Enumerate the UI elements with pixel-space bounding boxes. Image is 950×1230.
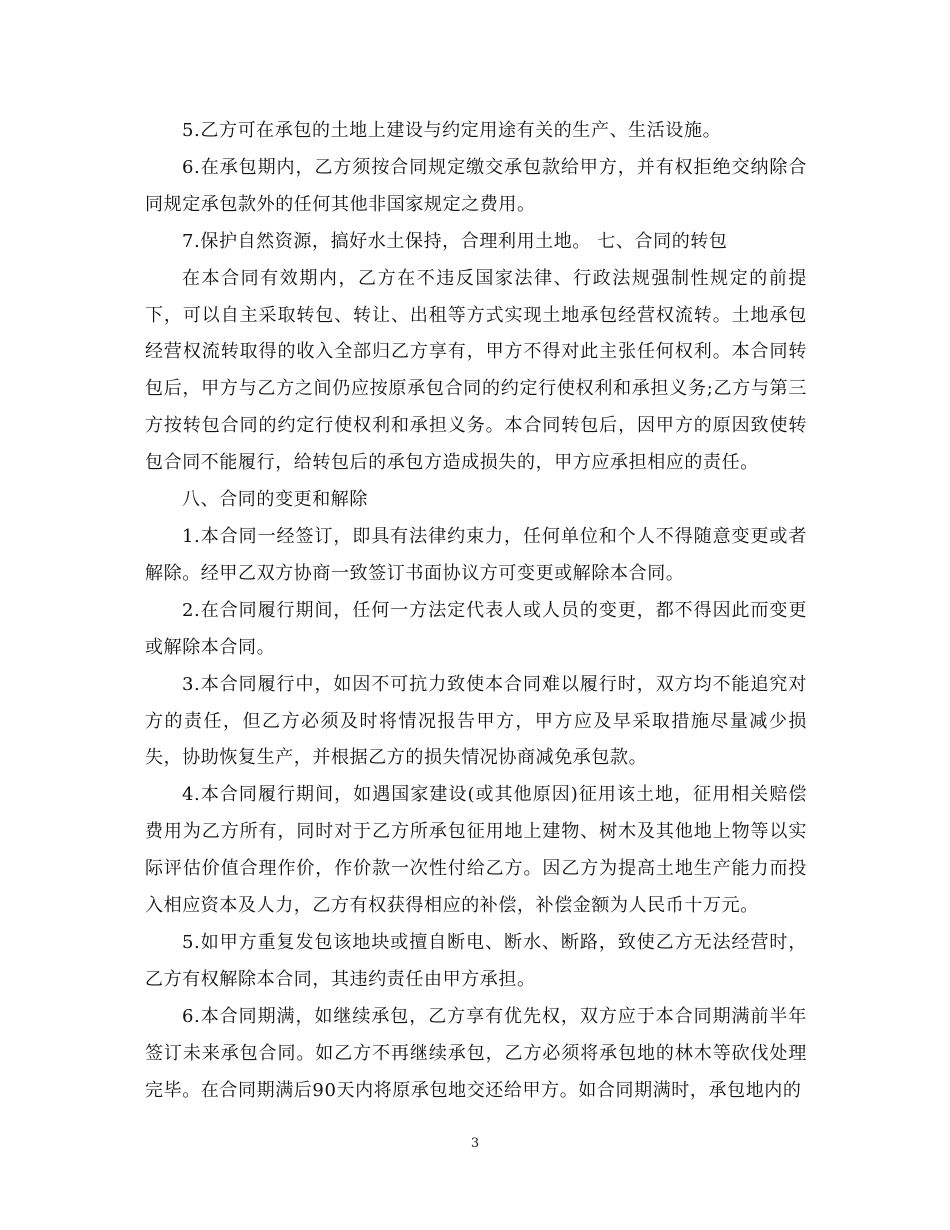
paragraph-clause-6-payment: 6.在承包期内，乙方须按合同规定缴交承包款给甲方，并有权拒绝交纳除合同规定承包款外的任何其他非国家规定之费用。 xyxy=(145,156,807,215)
paragraph-clause-5-facilities: 5.乙方可在承包的土地上建设与约定用途有关的生产、生活设施。 xyxy=(182,120,722,141)
paragraph-change-1: 1.本合同一经签订，即具有法律约束力，任何单位和个人不得随意变更或者解除。经甲乙双方协商一致签订书面协议方可变更或解除本合同。 xyxy=(145,525,807,584)
page-number: 3 xyxy=(470,1136,480,1151)
paragraph-change-5: 5.如甲方重复发包该地块或擅自断电、断水、断路，致使乙方无法经营时，乙方有权解除本合同，其违约责任由甲方承担。 xyxy=(145,931,807,990)
paragraph-change-3: 3.本合同履行中，如因不可抗力致使本合同难以履行时，双方均不能追究对方的责任，但乙方必须及时将情况报告甲方，甲方应及早采取措施尽量减少损失，协助恢复生产，并根据乙方的损失情况协商减免承包款。 xyxy=(145,673,807,769)
paragraph-change-6: 6.本合同期满，如继续承包，乙方享有优先权，双方应于本合同期满前半年签订未来承包合同。如乙方不再继续承包，乙方必须将承包地的林木等砍伐处理完毕。在合同期满后90天内将原承包地交还给甲方。如合同期满时，承包地内的 xyxy=(145,1005,807,1101)
paragraph-clause-7-resources: 7.保护自然资源，搞好水土保持，合理利用土地。 七、合同的转包 xyxy=(182,230,728,252)
paragraph-change-4: 4.本合同履行期间，如遇国家建设(或其他原因)征用该土地，征用相关赔偿费用为乙方所有，同时对于乙方所承包征用地上建物、树木及其他地上物等以实际评估价值合理作价，作价款一次性付给乙方。因乙方为提高土地生产能力而投入相应资本及人力，乙方有权获得相应的补偿，补偿金额为人民币十万元。 xyxy=(145,784,807,917)
paragraph-change-2: 2.在合同履行期间，任何一方法定代表人或人员的变更，都不得因此而变更或解除本合同。 xyxy=(145,599,807,658)
section-heading-change-termination: 八、合同的变更和解除 xyxy=(182,489,368,511)
paragraph-subcontract: 在本合同有效期内，乙方在不违反国家法律、行政法规强制性规定的前提下，可以自主采取转包、转让、出租等方式实现土地承包经营权流转。土地承包经营权流转取得的收入全部归乙方享有，甲方不得对此主张任何权利。本合同转包后，甲方与乙方之间仍应按原承包合同的约定行使权利和承担义务;乙方与第三方按转包合同的约定行使权利和承担义务。本合同转包后，因甲方的原因致使转包合同不能履行，给转包后的承包方造成损失的，甲方应承担相应的责任。 xyxy=(145,267,807,474)
document-body xyxy=(145,113,807,1109)
